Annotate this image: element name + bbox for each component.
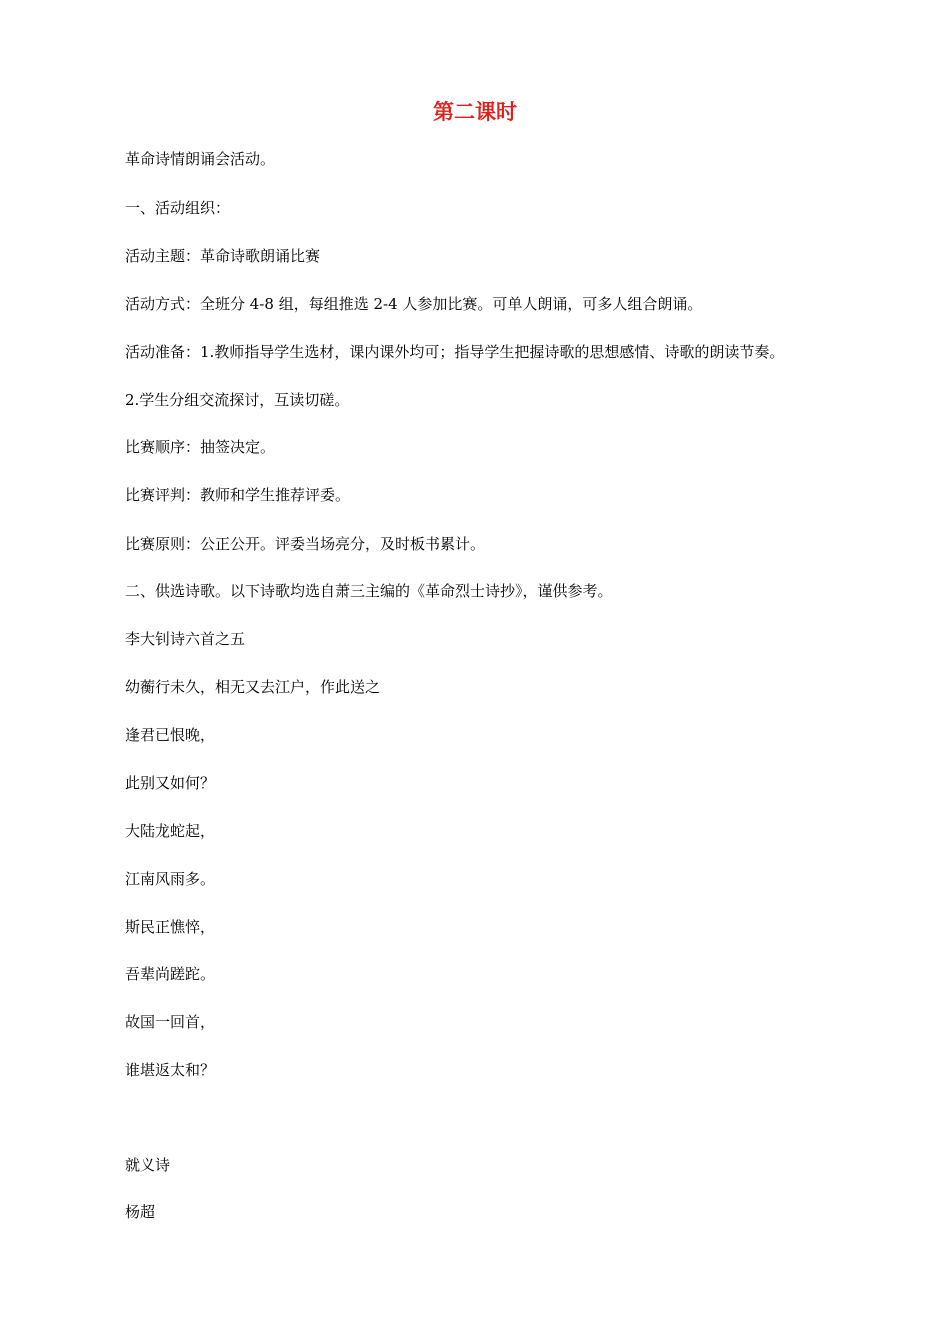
activity-method: 活动方式：全班分 4-8 组，每组推选 2-4 人参加比赛。可单人朗诵，可多人组合朗诵。: [125, 295, 703, 313]
poem1-line: 谁堪返太和？: [125, 1061, 216, 1079]
intro-text: 革命诗情朗诵会活动。: [125, 150, 276, 168]
section1-heading: 一、活动组织：: [125, 199, 231, 217]
poem2-title: 就义诗: [125, 1156, 171, 1174]
poem1-line: 大陆龙蛇起，: [125, 822, 216, 840]
poem1-line: 斯民正憔悴，: [125, 918, 216, 936]
poem1-line: 江南风雨多。: [125, 870, 216, 888]
activity-prep-1: 活动准备：1.教师指导学生选材，课内课外均可；指导学生把握诗歌的思想感情、诗歌的朗读节奏。: [125, 343, 785, 361]
activity-prep-2: 2.学生分组交流探讨，互读切磋。: [125, 391, 350, 409]
poem1-line: 此别又如何？: [125, 774, 216, 792]
section2-heading: 二、供选诗歌。以下诗歌均选自萧三主编的《革命烈士诗抄》，谨供参考。: [125, 582, 613, 600]
poem1-line: 逢君已恨晚，: [125, 726, 216, 744]
poem1-title: 李大钊诗六首之五: [125, 630, 246, 648]
page-title: 第二课时: [433, 100, 517, 124]
poem1-line: 故国一回首，: [125, 1013, 216, 1031]
poem2-author: 杨超: [125, 1203, 156, 1221]
competition-order: 比赛顺序：抽签决定。: [125, 438, 276, 456]
competition-principle: 比赛原则：公正公开。评委当场亮分，及时板书累计。: [125, 535, 486, 553]
poem1-line: 吾辈尚蹉跎。: [125, 965, 216, 983]
poem1-subtitle: 幼蘅行未久，相无又去江户，作此送之: [125, 678, 381, 696]
activity-theme: 活动主题：革命诗歌朗诵比赛: [125, 247, 321, 265]
competition-judging: 比赛评判：教师和学生推荐评委。: [125, 486, 351, 504]
